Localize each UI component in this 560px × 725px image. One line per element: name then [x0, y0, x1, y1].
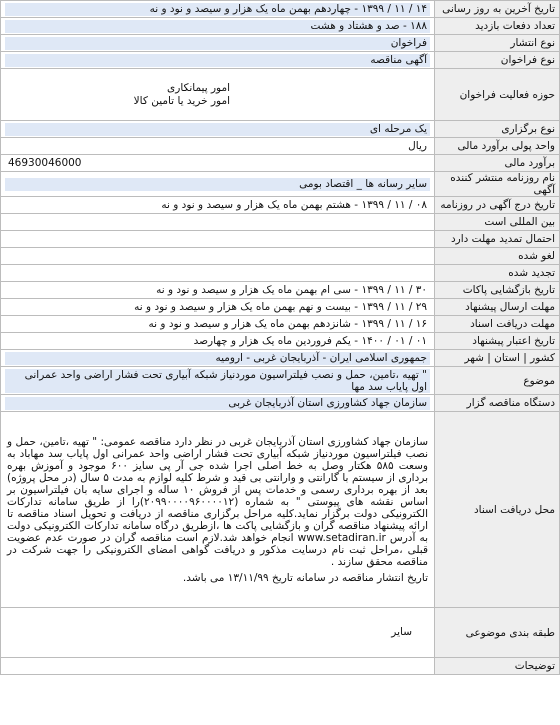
- value-subject: " تهیه ،تامین، حمل و نصب فیلتراسیون موردنیاز شبکه آبیاری تحت فشار اراضی واحد عمرانی اول پایاب سد مها: [5, 369, 430, 393]
- row-description: [1, 412, 560, 608]
- label-renewed: تجدید شده: [435, 265, 560, 282]
- value-cancelled: [1, 248, 435, 265]
- row-cancelled: [1, 248, 560, 265]
- row-international: [1, 214, 560, 231]
- row-holding-type: [1, 121, 560, 138]
- label-opening-date: تاریخ بازگشایی پاکات: [435, 282, 560, 299]
- label-visit-count: تعداد دفعات بازدید: [435, 18, 560, 35]
- value-organizer: سازمان جهاد کشاورزی استان آذربایجان غربی: [5, 397, 430, 410]
- label-category: طبقه بندی موضوعی: [435, 608, 560, 658]
- label-subject: موضوع: [435, 367, 560, 395]
- value-activity-area-1: امور پیمانکاری: [167, 81, 230, 94]
- label-receive-deadline: مهلت دریافت اسناد: [435, 316, 560, 333]
- value-description: سازمان جهاد کشاورزی استان آذربایجان غربی در نظر دارد مناقصه عمومی: " تهیه ،تامین، حمل و نصب فیلتراسیون موردنیاز شبکه آبیاری تحت فشار اراضی واحد عمرانی اول پایاب سد مهاباد به وسعت ۵۸۵ هکتار وصل به خط اصلی اجرا شده جی آر پی سایز ۶۰۰ موجود و آموزش بهره برداری از سیستم با گارانتی و وارانتی بی قید و شرط کلیه لوازم به مدت ۵ سال (در محل پروژه) بعد از بهره برداری رسمی و خدمات پس از فروش ۱۰ ساله و اجرای سایه بان فیلتراسیون بر اساس نقشه های پیوستی " به شماره (۲۰۹۹۰۰۰۰۹۶۰۰۰۰۱۲)را از طریق سامانه تدارکات الکترونیکی دولت برگزار نماید.کلیه مراحل برگزاری مناقصه از دریافت و تحویل اسناد مناقصه تا ارائه پیشنهاد مناقصه گران و بازگشایی پاکت ها ،ازطریق درگاه سامانه تدارکات الکترونیکی دولت به آدرس www.setadiran.ir انجام خواهد شد.لازم است مناقصه گران در صورت عدم عضویت قبلی ،مراحل ثبت نام درسایت مذکور و دریافت گواهی امضای الکترونیکی را جهت شرکت در مناقصه محقق سازند .: [7, 435, 428, 568]
- value-call-type: آگهی مناقصه: [5, 54, 430, 67]
- value-location: جمهوری اسلامی ایران - آذربایجان غربی - ارومیه: [5, 352, 430, 365]
- value-holding-type: یک مرحله ای: [5, 123, 430, 136]
- row-currency: [1, 138, 560, 155]
- row-call-type: [1, 52, 560, 69]
- value-international: [1, 214, 435, 231]
- row-validity: [1, 333, 560, 350]
- value-newspaper-date: ۰۸ / ۱۱ / ۱۳۹۹ - هشتم بهمن ماه یک هزار و سیصد و نود و نه: [161, 198, 427, 211]
- label-description: محل دریافت اسناد: [435, 412, 560, 608]
- label-holding-type: نوع برگزاری: [435, 121, 560, 138]
- value-submit-deadline: ۲۹ / ۱۱ / ۱۳۹۹ - بیست و نهم بهمن ماه یک هزار و سیصد و نود و نه: [134, 300, 427, 313]
- label-call-type: نوع فراخوان: [435, 52, 560, 69]
- row-publish-type: [1, 35, 560, 52]
- row-receive-deadline: [1, 316, 560, 333]
- label-newspaper: نام روزنامه منتشر کننده آگهی: [435, 172, 560, 197]
- value-renewed: [1, 265, 435, 282]
- label-international: بین المللی است: [435, 214, 560, 231]
- label-location: کشور | استان | شهر: [435, 350, 560, 367]
- row-newspaper: [1, 172, 560, 197]
- row-activity-area: [1, 69, 560, 121]
- label-extension: احتمال تمدید مهلت دارد: [435, 231, 560, 248]
- row-opening-date: [1, 282, 560, 299]
- label-submit-deadline: مهلت ارسال پیشنهاد: [435, 299, 560, 316]
- value-extension: [1, 231, 435, 248]
- row-organizer: [1, 395, 560, 412]
- label-estimate: برآورد مالی: [435, 155, 560, 172]
- row-last-update: [1, 1, 560, 18]
- value-description-footer: تاریخ انتشار مناقصه در سامانه تاریخ ۱۳/۱۱/۹۹ می باشد.: [182, 571, 428, 584]
- value-validity: ۰۱ / ۰۱ / ۱۴۰۰ - یکم فروردین ماه یک هزار و چهارصد: [193, 334, 427, 347]
- label-notes: توضیحات: [435, 658, 560, 675]
- label-newspaper-date: تاریخ درج آگهی در روزنامه: [435, 197, 560, 214]
- value-estimate: 46930046000: [8, 156, 82, 169]
- row-category: [1, 608, 560, 658]
- row-subject: [1, 367, 560, 395]
- label-activity-area: حوزه فعالیت فراخوان: [435, 69, 560, 121]
- row-notes: [1, 658, 560, 675]
- value-category: سایر: [391, 626, 412, 638]
- value-visit-count: ۱۸۸ - صد و هشتاد و هشت: [5, 20, 430, 33]
- row-visit-count: [1, 18, 560, 35]
- value-activity-area-2: امور خرید یا تامین کالا: [133, 94, 230, 107]
- row-renewed: [1, 265, 560, 282]
- row-newspaper-date: [1, 197, 560, 214]
- label-validity: تاریخ اعتبار پیشنهاد: [435, 333, 560, 350]
- row-extension: [1, 231, 560, 248]
- value-last-update: ۱۴ / ۱۱ / ۱۳۹۹ - چهاردهم بهمن ماه یک هزار و سیصد و نود و نه: [5, 3, 430, 16]
- value-currency: ریال: [408, 139, 427, 152]
- row-submit-deadline: [1, 299, 560, 316]
- row-location: [1, 350, 560, 367]
- label-organizer: دستگاه مناقصه گزار: [435, 395, 560, 412]
- label-last-update: تاریخ آخرین به روز رسانی: [435, 1, 560, 18]
- value-receive-deadline: ۱۶ / ۱۱ / ۱۳۹۹ - شانزدهم بهمن ماه یک هزار و سیصد و نود و نه: [148, 317, 427, 330]
- label-currency: واحد پولی برآورد مالی: [435, 138, 560, 155]
- value-newspaper: سایر رسانه ها _ اقتصاد بومی: [5, 178, 430, 191]
- value-publish-type: فراخوان: [5, 37, 430, 50]
- row-estimate: [1, 155, 560, 172]
- label-cancelled: لغو شده: [435, 248, 560, 265]
- label-publish-type: نوع انتشار: [435, 35, 560, 52]
- value-opening-date: ۳۰ / ۱۱ / ۱۳۹۹ - سی ام بهمن ماه یک هزار و سیصد و نود و نه: [156, 283, 427, 296]
